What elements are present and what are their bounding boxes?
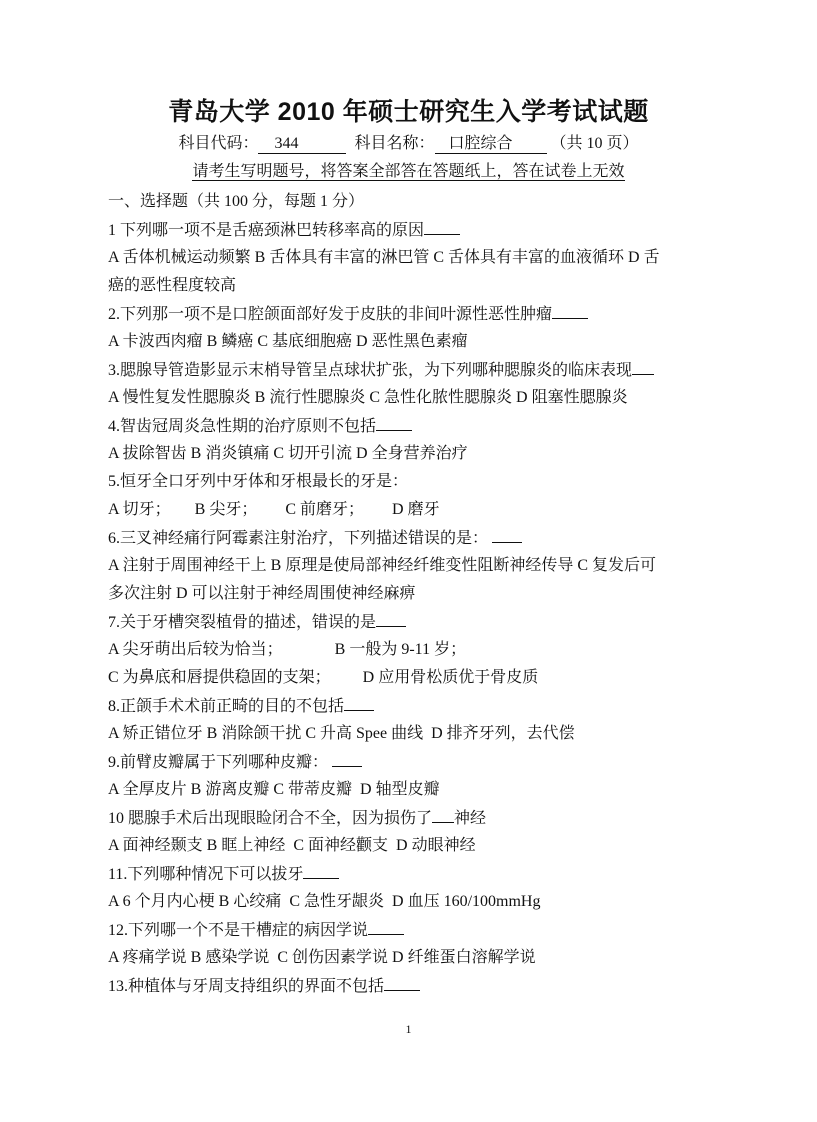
question-2: [108, 300, 708, 328]
question-text: 12.下列哪一个不是干槽症的病因学说: [108, 922, 369, 939]
question-text: 3.腮腺导管造影显示末梢导管呈点球状扩张，为下列哪种腮腺炎的临床表现: [108, 362, 633, 379]
question-text: 11.下列哪种情况下可以拔牙: [108, 866, 304, 883]
options-5: A 切牙； B 尖牙； C 前磨牙； D 磨牙: [108, 501, 440, 518]
question-7: [108, 608, 708, 636]
options-6: A 注射于周围神经干上 B 原理是使局部神经纤维变性阻断神经传导 C 复发后可: [108, 557, 657, 574]
question-3: [108, 356, 708, 384]
subject-name-label: 科目名称：: [354, 135, 435, 152]
options-7-ab: A 尖牙萌出后较为恰当； B 一般为 9-11 岁；: [108, 641, 467, 658]
question-text: 9.前臂皮瓣属于下列哪种皮瓣：: [108, 754, 329, 771]
answer-blank: [424, 216, 460, 235]
question-5: 5.恒牙全口牙列中牙体和牙根最长的牙是：: [108, 473, 409, 490]
exam-title: 青岛大学 2010 年硕士研究生入学考试试题: [168, 98, 649, 126]
notice-text: 请考生写明题号，将答案全部答在答题纸上，答在试卷上无效: [192, 163, 625, 180]
options-11: A 6 个月内心梗 B 心绞痛 C 急性牙龈炎 D 血压 160/100mmHg: [108, 893, 541, 910]
subject-line: [0, 132, 817, 156]
options-1: A 舌体机械运动频繁 B 舌体具有丰富的淋巴管 C 舌体具有丰富的血液循环 D 舌: [108, 249, 660, 266]
answer-blank: [368, 916, 404, 935]
subject-name-value: 口腔综合: [435, 135, 547, 154]
question-1: [108, 216, 708, 244]
options-3: A 慢性复发性腮腺炎 B 流行性腮腺炎 C 急性化脓性腮腺炎 D 阻塞性腮腺炎: [108, 389, 628, 406]
question-text: 1 下列哪一项不是舌癌颈淋巴转移率高的原因: [108, 222, 425, 239]
answer-blank: [384, 972, 420, 991]
question-9: [108, 748, 708, 776]
answer-blank: [552, 300, 588, 319]
options-10: A 面神经颞支 B 眶上神经 C 面神经颧支 D 动眼神经: [108, 837, 476, 854]
options-8: A 矫正错位牙 B 消除颌干扰 C 升高 Spee 曲线 D 排齐牙列，去代偿: [108, 725, 575, 742]
answer-blank: [303, 860, 339, 879]
answer-blank: [376, 608, 406, 627]
question-text: 4.智齿冠周炎急性期的治疗原则不包括: [108, 418, 377, 435]
question-8: [108, 692, 708, 720]
question-text: 7.关于牙槽突裂植骨的描述，错误的是: [108, 614, 377, 631]
question-6: [108, 524, 708, 552]
answer-blank: [376, 412, 412, 431]
question-12: [108, 916, 708, 944]
answer-blank: [632, 356, 654, 375]
options-9: A 全厚皮片 B 游离皮瓣 C 带蒂皮瓣 D 轴型皮瓣: [108, 781, 440, 798]
question-text: 6.三叉神经痛行阿霉素注射治疗，下列描述错误的是：: [108, 530, 489, 547]
options-1-cont: 癌的恶性程度较高: [108, 277, 237, 294]
question-text: 10 腮腺手术后出现眼睑闭合不全，因为损伤了: [108, 810, 433, 827]
options-2: A 卡波西肉瘤 B 鳞癌 C 基底细胞癌 D 恶性黑色素瘤: [108, 333, 468, 350]
page-count: （共 10 页）: [550, 135, 639, 152]
exam-body: [108, 188, 708, 1000]
question-text: 13.种植体与牙周支持组织的界面不包括: [108, 978, 385, 995]
question-11: [108, 860, 708, 888]
options-4: A 拔除智齿 B 消炎镇痛 C 切开引流 D 全身营养治疗: [108, 445, 468, 462]
page-number: 1: [405, 1022, 412, 1036]
subject-code-value: 344: [258, 135, 346, 154]
question-10: [108, 804, 708, 832]
answer-blank: [492, 524, 522, 543]
question-suffix: 神经: [454, 810, 487, 827]
answer-blank: [332, 748, 362, 767]
options-12: A 疼痛学说 B 感染学说 C 创伤因素学说 D 纤维蛋白溶解学说: [108, 949, 536, 966]
question-text: 2.下列那一项不是口腔颌面部好发于皮肤的非间叶源性恶性肿瘤: [108, 306, 553, 323]
subject-code-label: 科目代码：: [178, 135, 259, 152]
notice: [0, 160, 817, 184]
answer-blank: [432, 804, 454, 823]
question-text: 8.正颌手术术前正畸的目的不包括: [108, 698, 345, 715]
options-6-cont: 多次注射 D 可以注射于神经周围使神经麻痹: [108, 585, 416, 602]
options-7-cd: C 为鼻底和唇提供稳固的支架； D 应用骨松质优于骨皮质: [108, 669, 539, 686]
answer-blank: [344, 692, 374, 711]
question-13: [108, 972, 708, 1000]
section-heading: 一、选择题（共 100 分，每题 1 分）: [108, 193, 365, 210]
question-4: [108, 412, 708, 440]
